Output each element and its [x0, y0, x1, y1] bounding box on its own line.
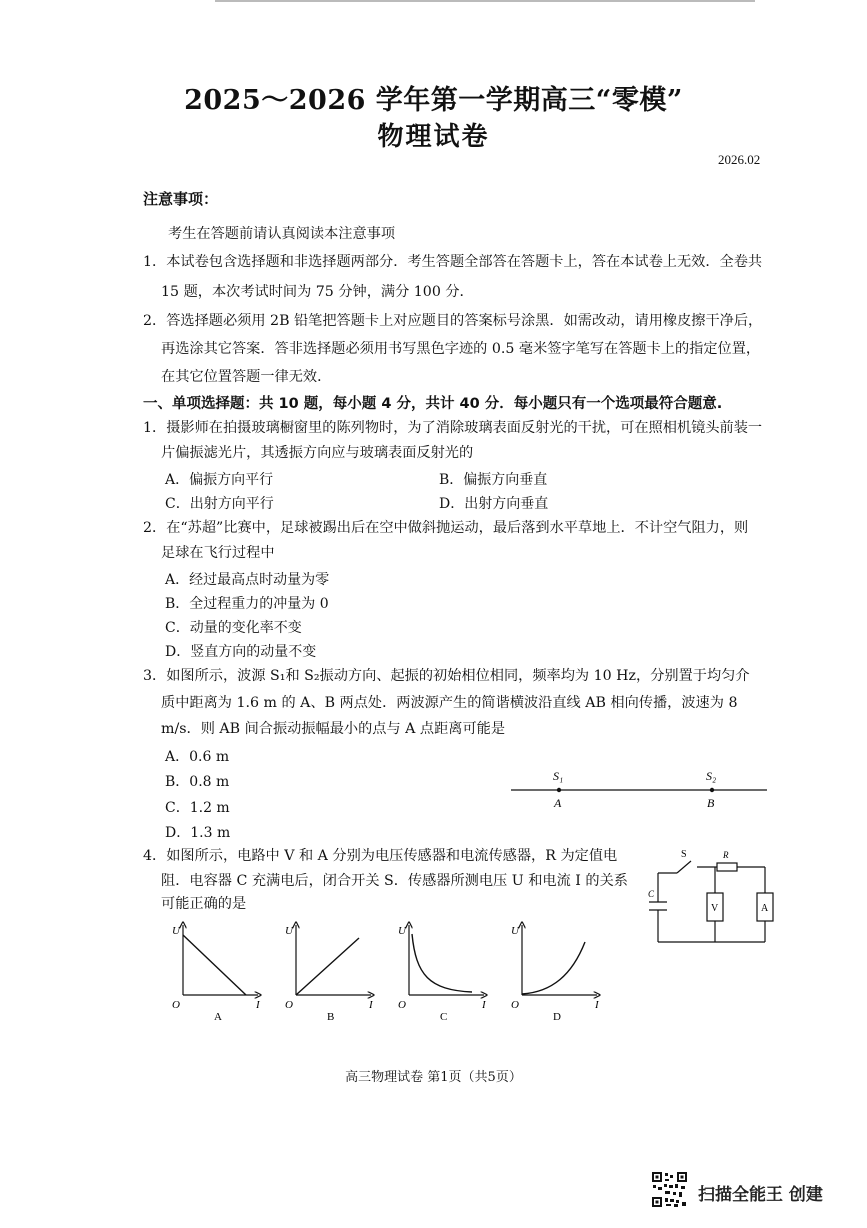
label-switch-s: S [681, 849, 687, 860]
label-capacitor-c: C [648, 889, 655, 899]
graph-c [398, 925, 487, 1023]
notice-heading: 注意事项： [143, 190, 219, 208]
graph-d-u-label: U [511, 925, 519, 937]
graph-b-i-label: I [369, 999, 373, 1011]
graph-a-caption: A [214, 1011, 222, 1023]
label-s1: S₁ [553, 769, 564, 783]
qr-code-icon [651, 1171, 688, 1208]
label-b: B [707, 796, 715, 810]
graph-b-u-label: U [285, 925, 293, 937]
label-a: A [761, 903, 769, 914]
q2-option-c: C．动量的变化率不变 [165, 620, 302, 636]
graph-b-caption: B [327, 1011, 335, 1023]
notice-item2-line1: 2．答选择题必须用 2B 铅笔把答题卡上对应题目的答案标号涂黑．如需改动，请用橡皮擦干净后， [143, 313, 763, 329]
label-s2: S₂ [706, 769, 717, 783]
section-heading: 一、单项选择题：共 10 题，每小题 4 分，共计 40 分．每小题只有一个选项最符合题意. [143, 396, 723, 412]
q2-option-d: D．竖直方向的动量不变 [165, 644, 317, 660]
q4-stem-line3: 可能正确的是 [161, 896, 247, 912]
q1-option-d: D．出射方向垂直 [439, 496, 549, 512]
graph-c-o-label: O [398, 999, 406, 1011]
graph-c-i-label: I [482, 999, 486, 1011]
graph-d-i-label: I [595, 999, 599, 1011]
notice-item1-line2: 15 题，本次考试时间为 75 分钟，满分 100 分． [161, 284, 474, 300]
label-resistor-r: R [723, 850, 729, 860]
label-a: A [554, 796, 562, 810]
exam-date: 2026.02 [718, 152, 761, 167]
graph-a-i-label: I [256, 999, 260, 1011]
q4-stem-line2: 阻．电容器 C 充满电后，闭合开关 S．传感器所测电压 U 和电流 I 的关系 [161, 873, 628, 889]
q3-wave-source-figure [505, 765, 775, 815]
page-footer: 高三物理试卷 第1页（共5页） [345, 1070, 522, 1085]
point-b-dot [710, 788, 714, 792]
q3-option-b: B．0.8 m [165, 774, 230, 790]
graph-a [172, 925, 261, 1023]
graph-a-u-label: U [172, 925, 180, 937]
q2-stem-line2: 足球在飞行过程中 [161, 545, 275, 561]
graph-b [285, 925, 374, 1023]
notice-item2-line3: 在其它位置答题一律无效． [161, 369, 332, 385]
q3-option-a: A．0.6 m [165, 749, 230, 765]
exam-title: 2025～2026 学年第一学期高三“零模” [184, 85, 683, 116]
label-v: V [711, 903, 719, 914]
resistor-r [717, 863, 737, 871]
q3-stem-line1: 3．如图所示，波源 S₁和 S₂振动方向、起振的初始相位相同，频率均为 10 Hz，分别置于均匀介 [143, 668, 750, 684]
q3-stem-line2: 质中距离为 1.6 m 的 A、B 两点处．两波源产生的简谐横波沿直线 AB 相向传播，波速为 8 [161, 695, 738, 711]
q3-option-d: D．1.3 m [165, 825, 231, 841]
graph-d [511, 925, 600, 1023]
graph-d-caption: D [553, 1011, 561, 1023]
q3-stem-line3: m/s．则 AB 间合振动振幅最小的点与 A 点距离可能是 [161, 721, 506, 737]
q1-option-a: A．偏振方向平行 [165, 472, 274, 488]
q4-ui-graphs [168, 920, 618, 1025]
notice-intro: 考生在答题前请认真阅读本注意事项 [168, 226, 396, 242]
scanner-watermark-text: 扫描全能王 创建 [698, 1185, 823, 1205]
graph-c-caption: C [440, 1011, 448, 1023]
notice-item1-line1: 1．本试卷包含选择题和非选择题两部分．考生答题全部答在答题卡上，答在本试卷上无效．全卷共 [143, 254, 763, 270]
graph-b-o-label: O [285, 999, 293, 1011]
q4-stem-line1: 4．如图所示，电路中 V 和 A 分别为电压传感器和电流传感器，R 为定值电 [143, 848, 618, 864]
q2-stem-line1: 2．在“苏超”比赛中，足球被踢出后在空中做斜抛运动，最后落到水平草地上．不计空气阻力，则 [143, 520, 749, 536]
graph-d-o-label: O [511, 999, 519, 1011]
scan-edge-line [215, 0, 755, 2]
exam-subject: 物理试卷 [377, 122, 490, 152]
q3-option-c: C．1.2 m [165, 800, 230, 816]
q1-stem-line1: 1．摄影师在拍摄玻璃橱窗里的陈列物时，为了消除玻璃表面反射光的干扰，可在照相机镜头前装一 [143, 420, 763, 436]
q1-option-c: C．出射方向平行 [165, 496, 274, 512]
graph-c-u-label: U [398, 925, 406, 937]
point-a-dot [557, 788, 561, 792]
q1-stem-line2: 片偏振滤光片，其透振方向应与玻璃表面反射光的 [161, 445, 474, 461]
graph-a-o-label: O [172, 999, 180, 1011]
notice-item2-line2: 再选涂其它答案．答非选择题必须用书写黑色字迹的 0.5 毫米签字笔写在答题卡上的指定位置， [161, 341, 761, 357]
q2-option-a: A．经过最高点时动量为零 [165, 572, 330, 588]
q4-circuit-diagram [645, 845, 775, 950]
q1-option-b: B．偏振方向垂直 [439, 472, 548, 488]
q2-option-b: B．全过程重力的冲量为 0 [165, 596, 329, 612]
